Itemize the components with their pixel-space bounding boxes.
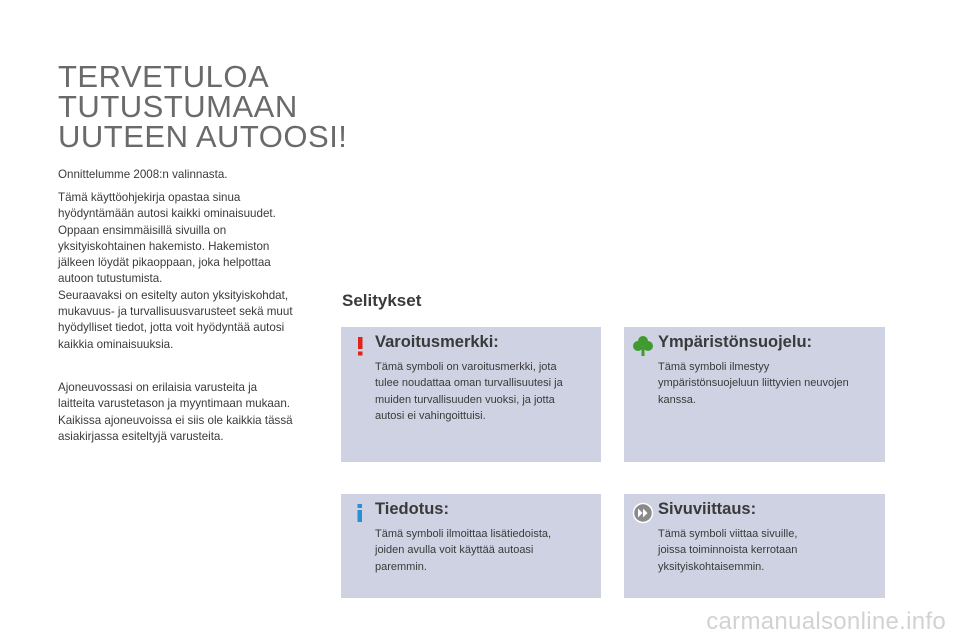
page-title: TERVETULOA TUTUSTUMAAN UUTEEN AUTOOSI! <box>58 59 348 154</box>
tree-icon <box>632 335 654 357</box>
environment-description: Tämä symboli ilmestyy ympäristönsuojeluun liittyvien neuvojen kanssa. <box>658 361 849 406</box>
info-icon <box>349 502 371 524</box>
warning-legend-box <box>341 327 601 462</box>
info-title: Tiedotus: <box>375 500 449 518</box>
warning-title: Varoitusmerkki: <box>375 333 499 351</box>
info-legend-box <box>341 494 601 598</box>
environment-title: Ympäristönsuojelu: <box>658 333 813 351</box>
info-description: Tämä symboli ilmoittaa lisätiedoista, joiden avulla voit käyttää autoasi paremmin. <box>375 528 552 573</box>
page-reference-legend-box <box>624 494 885 598</box>
double-chevron-right-icon <box>632 502 654 524</box>
intro-text: Onnittelumme 2008:n valinnasta. <box>58 168 228 181</box>
page-reference-description: Tämä symboli viittaa sivuille, joissa toiminnoista kerrotaan yksityiskohtaisemmin. <box>658 528 798 573</box>
watermark: carmanualsonline.info <box>706 608 946 635</box>
environment-legend-box <box>624 327 885 462</box>
equipment-note-paragraph: Ajoneuvossasi on erilaisia varusteita ja laitteita varustetason ja myyntimaan mukaan. Kaikissa ajoneuvoissa ei siis ole kaikkia tässä asiakirjassa esiteltyjä varusteita. <box>58 381 293 443</box>
exclamation-icon <box>349 335 371 357</box>
warning-description: Tämä symboli on varoitusmerkki, jota tulee noudattaa oman turvallisuutesi ja muiden turvallisuuden vuoksi, ja jotta autosi ei vahingoittuisi. <box>375 361 563 422</box>
legend-heading: Selitykset <box>342 291 422 310</box>
page-reference-title: Sivuviittaus: <box>658 500 757 518</box>
manual-description-paragraph: Tämä käyttöohjekirja opastaa sinua hyödyntämään autosi kaikki ominaisuudet. Oppaan ensimmäisillä sivuilla on yksityiskohtainen hakemisto. Hakemiston jälkeen löydät pikaoppaan, joka helpottaa autoon tutustumista. Seuraavaksi on esitelty auton yksityiskohdat, mukavuus- ja turvallisuusvarusteet sekä muut hyödylliset tiedot, jotta voit hyödyntää autosi kaikkia ominaisuuksia. <box>58 191 293 351</box>
